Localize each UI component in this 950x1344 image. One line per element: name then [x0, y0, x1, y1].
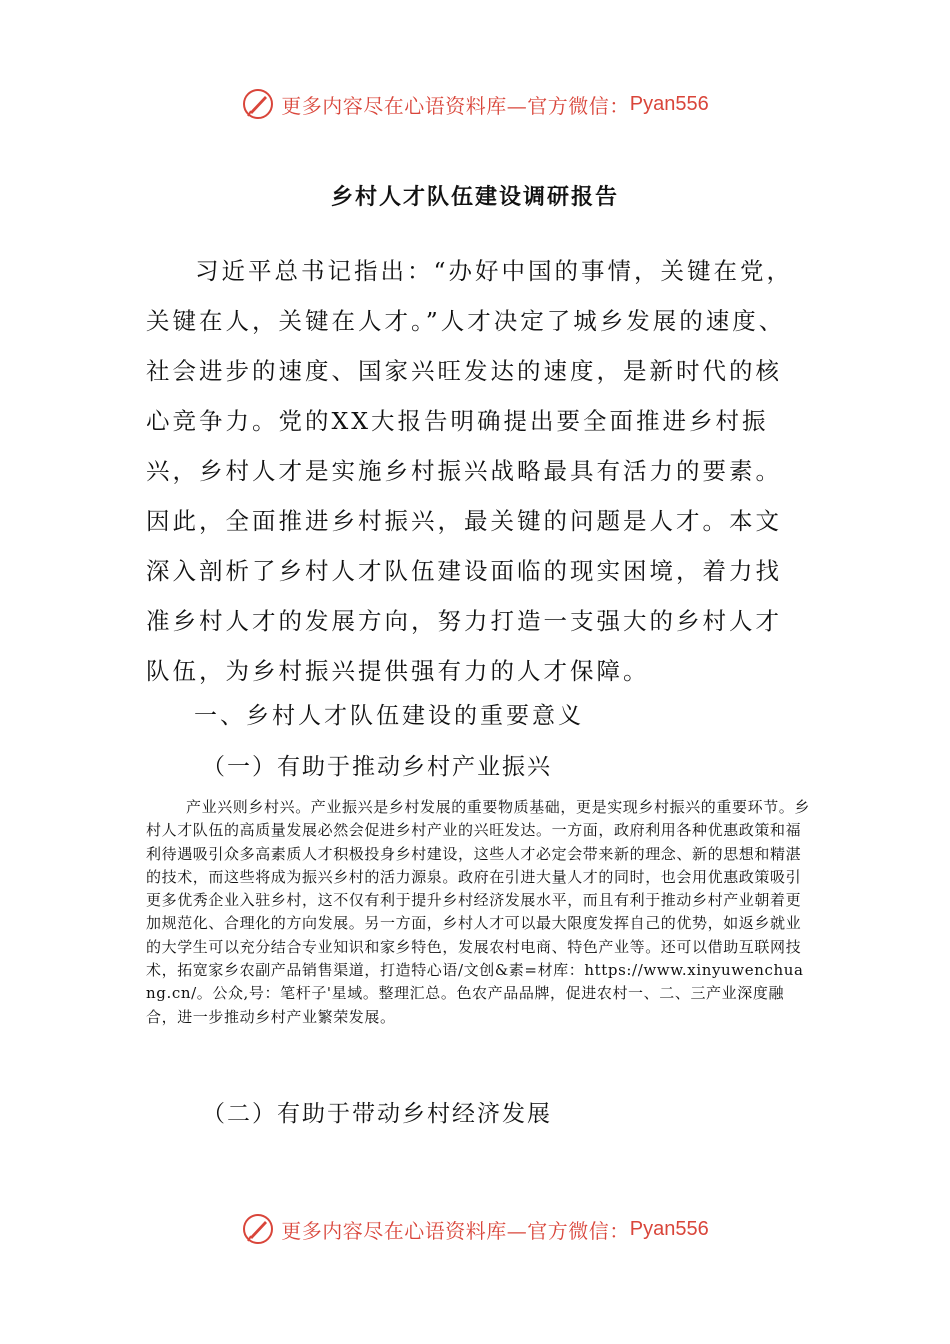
quill-logo-icon [241, 1212, 275, 1246]
watermark-wechat-id: Pyan556 [629, 92, 709, 115]
footer-watermark [0, 1204, 950, 1254]
subsection-heading-2: （二）有助于带动乡村经济发展 [202, 1101, 552, 1127]
watermark-text: 更多内容尽在心语资料库—官方微信： [281, 93, 630, 118]
header-watermark [0, 79, 950, 129]
quill-logo-icon [241, 87, 275, 121]
section-heading: 一、乡村人才队伍建设的重要意义 [194, 703, 584, 729]
intro-paragraph: 习近平总书记指出：“办好中国的事情，关键在党，关键在人，关键在人才。”人才决定了城乡发展的速度、社会进步的速度、国家兴旺发达的速度，是新时代的核心竞争力。党的XX大报告明确提出要全面推进乡村振兴，乡村人才是实施乡村振兴战略最具有活力的要素。因此，全面推进乡村振兴，最关键的问题是人才。本文深入剖析了乡村人才队伍建设面临的现实困境，着力找准乡村人才的发展方向，努力打造一支强大的乡村人才队伍，为乡村振兴提供强有力的人才保障。 [146, 257, 794, 685]
subsection-heading-1: （一）有助于推动乡村产业振兴 [202, 754, 552, 780]
watermark-text: 更多内容尽在心语资料库—官方微信： [281, 1218, 630, 1243]
watermark-wechat-id: Pyan556 [629, 1217, 709, 1240]
subsection-1-body: 产业兴则乡村兴。产业振兴是乡村发展的重要物质基础，更是实现乡村振兴的重要环节。乡村人才队伍的高质量发展必然会促进乡村产业的兴旺发达。一方面，政府利用各种优惠政策和福利待遇吸引众多高素质人才积极投身乡村建设，这些人才必定会带来新的理念、新的思想和精湛的技术，而这些将成为振兴乡村的活力源泉。政府在引进大量人才的同时，也会用优惠政策吸引更多优秀企业入驻乡村，这不仅有利于提升乡村经济发展水平，而且有利于推动乡村产业朝着更加规范化、合理化的方向发展。另一方面，乡村人才可以最大限度发挥自己的优势，如返乡就业的大学生可以充分结合专业知识和家乡特色，发展农村电商、特色产业等。还可以借助互联网技术，拓宽家乡农副产品销售渠道，打造特心语/文创&素=材库：https://www.xinyuwenchuang.cn/。公众,号：笔杆子'星域。整理汇总。色农产品品牌，促进农村一、二、三产业深度融合，进一步推动乡村产业繁荣发展。 [146, 798, 811, 1026]
document-title: 乡村人才队伍建设调研报告 [330, 184, 619, 210]
